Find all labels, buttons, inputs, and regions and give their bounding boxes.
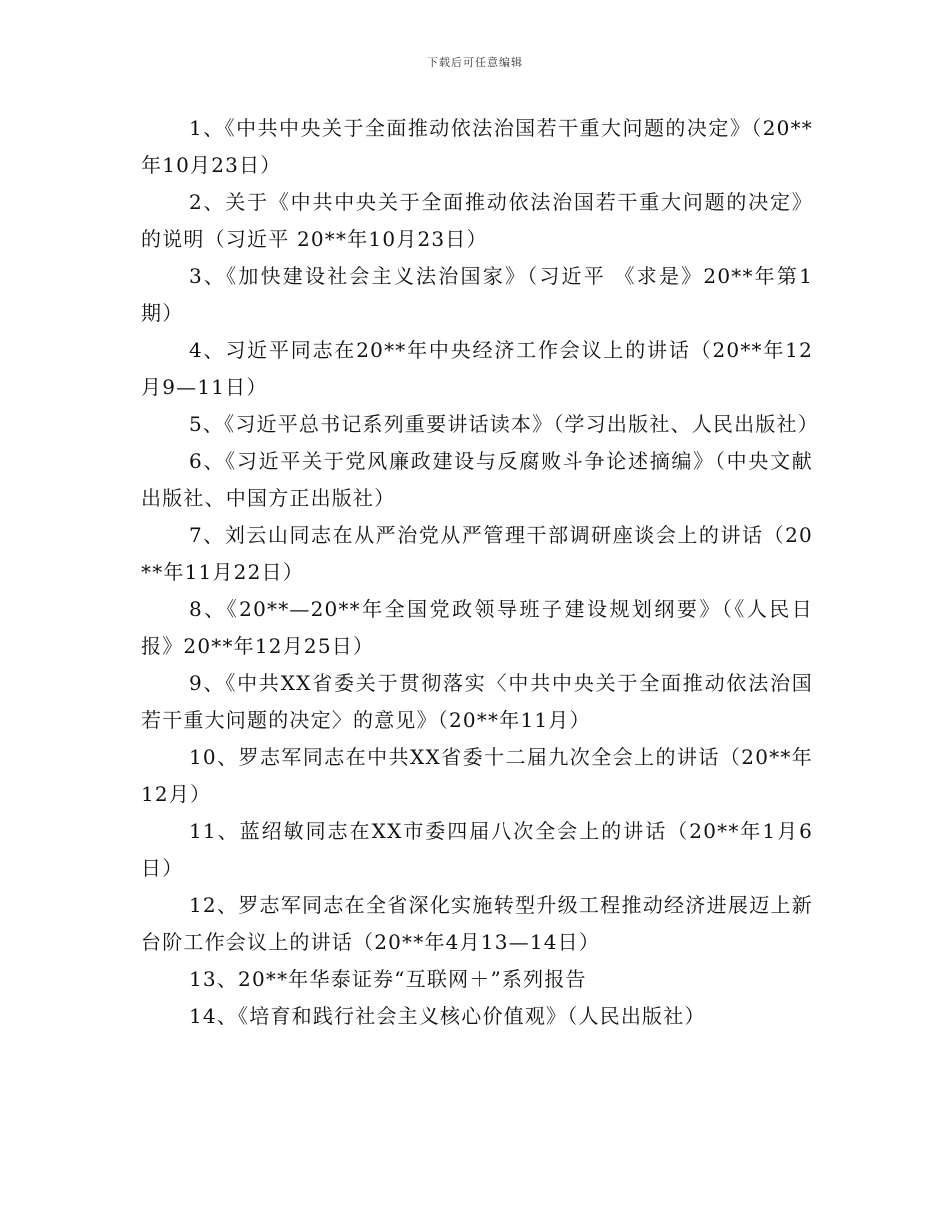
list-item: 5、《习近平总书记系列重要讲话读本》（学习出版社、人民出版社） — [189, 412, 819, 436]
list-item: 13、20**年华泰证券“互联网＋”系列报告 — [189, 967, 587, 991]
list-item: 3、《加快建设社会主义法治国家》（习近平 《求是》20**年第1期） — [141, 264, 813, 325]
page-header: 下载后可任意编辑 — [427, 56, 523, 69]
list-item: 6、《习近平关于党风廉政建设与反腐败斗争论述摘编》（中央文献出版社、中国方正出版社） — [141, 449, 813, 510]
list-item: 7、刘云山同志在从严治党从严管理干部调研座谈会上的讲话（20**年11月22日） — [141, 523, 813, 584]
list-item: 12、罗志军同志在全省深化实施转型升级工程推动经济进展迈上新台阶工作会议上的讲话（20**年4月13—14日） — [141, 893, 813, 954]
list-item: 14、《培育和践行社会主义核心价值观》（人民出版社） — [189, 1004, 706, 1028]
list-item: 8、《20**—20**年全国党政领导班子建设规划纲要》（《人民日报》20**年12月25日） — [141, 597, 813, 658]
reference-list — [141, 110, 819, 1035]
list-item: 2、关于《中共中央关于全面推动依法治国若干重大问题的决定》的说明（习近平 20**年10月23日） — [141, 190, 813, 251]
list-item: 9、《中共XX省委关于贯彻落实〈中共中央关于全面推动依法治国若干重大问题的决定〉的意见》（20**年11月） — [141, 671, 813, 732]
list-item: 10、罗志军同志在中共XX省委十二届九次全会上的讲话（20**年12月） — [141, 745, 813, 806]
list-item: 11、蓝绍敏同志在XX市委四届八次全会上的讲话（20**年1月6日） — [141, 819, 813, 880]
list-item: 4、习近平同志在20**年中央经济工作会议上的讲话（20**年12月9—11日） — [141, 338, 813, 399]
list-item: 1、《中共中央关于全面推动依法治国若干重大问题的决定》（20**年10月23日） — [141, 116, 813, 177]
